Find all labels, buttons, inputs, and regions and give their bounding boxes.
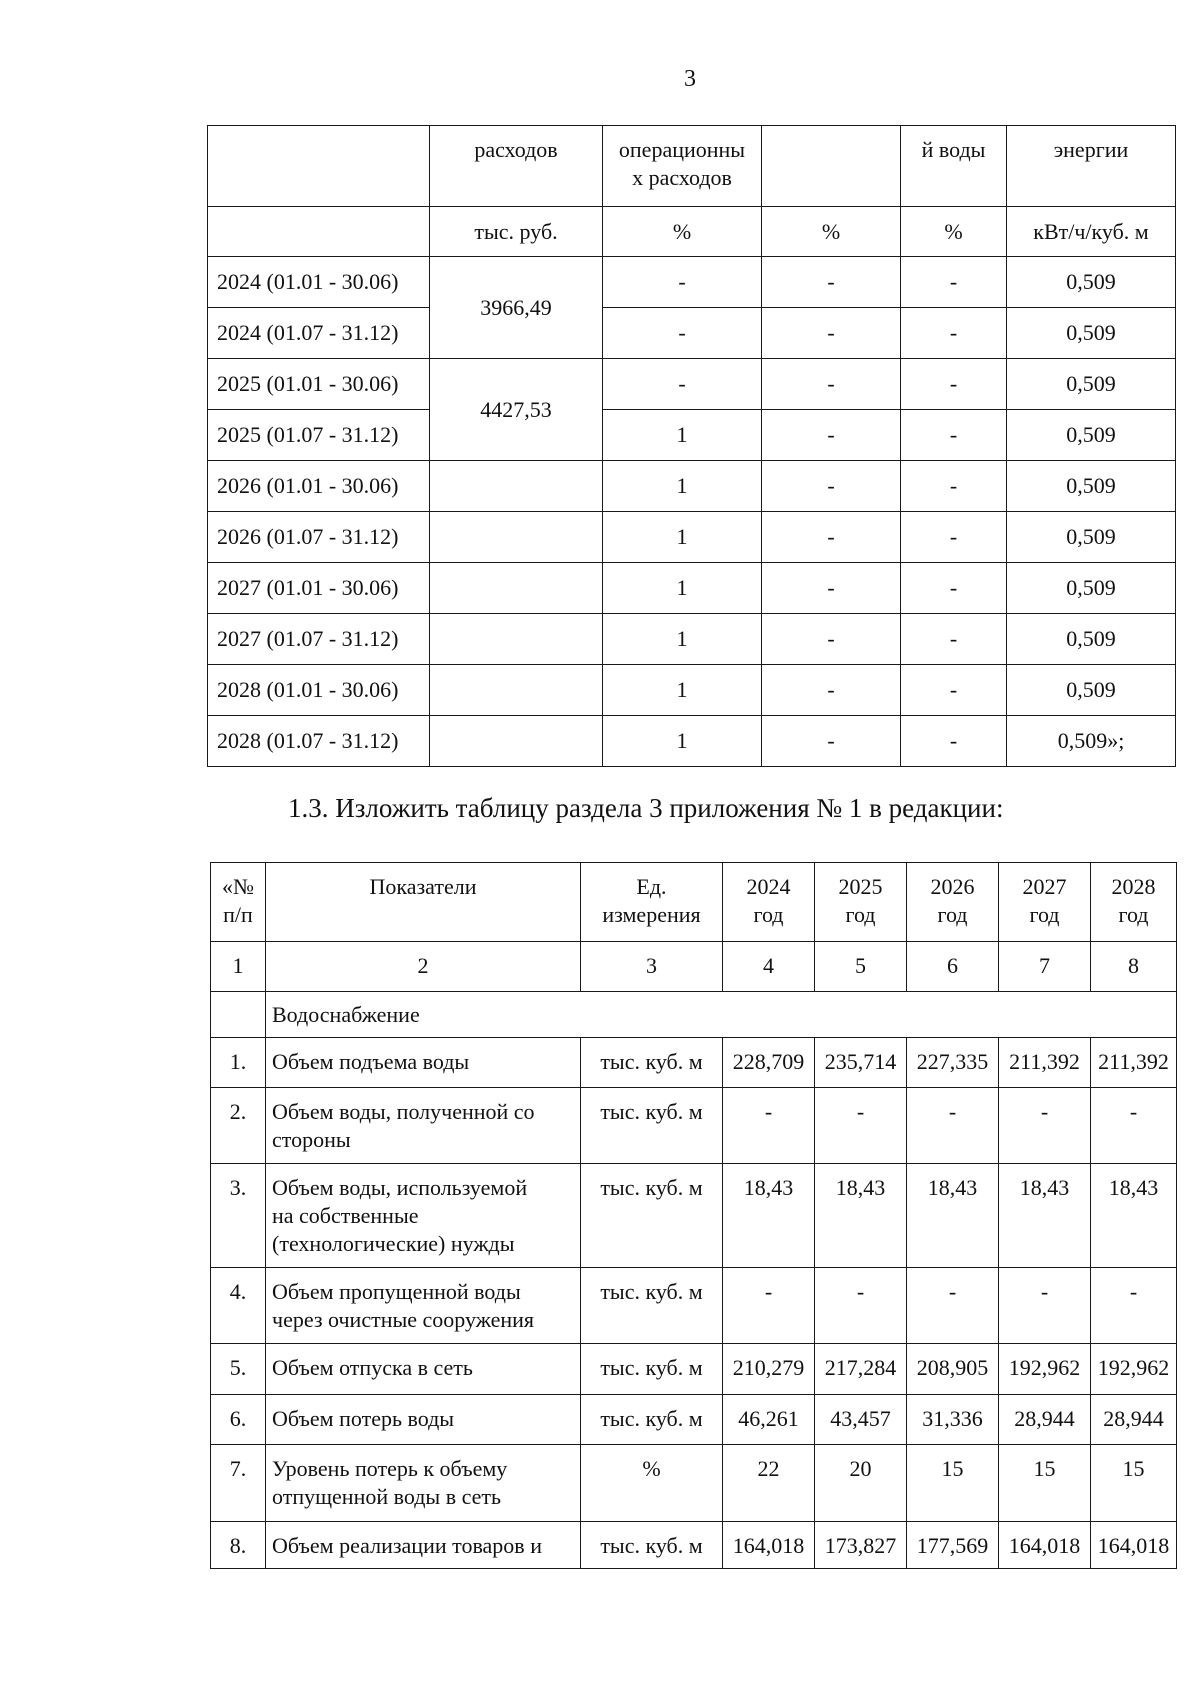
year-value-cell: -: [999, 1088, 1091, 1164]
row-number-cell: 1.: [211, 1038, 266, 1088]
value-cell: -: [762, 716, 901, 767]
value-cell: -: [762, 461, 901, 512]
year-value-cell: 211,392: [1091, 1038, 1177, 1088]
table-row: [211, 1038, 1177, 1088]
unit-cell: тыс. куб. м: [581, 1395, 723, 1445]
year-value-cell: 177,569: [907, 1522, 999, 1569]
table2-header-cell: 2027 год: [999, 863, 1091, 942]
year-value-cell: 164,018: [723, 1522, 815, 1569]
year-value-cell: -: [815, 1268, 907, 1344]
table-row: [211, 1268, 1177, 1344]
value-cell: -: [901, 512, 1007, 563]
year-value-cell: 43,457: [815, 1395, 907, 1445]
column-number-cell: 4: [723, 942, 815, 992]
row-number-cell: 6.: [211, 1395, 266, 1445]
period-cell: 2028 (01.07 - 31.12): [208, 716, 430, 767]
value-cell: 1: [603, 614, 762, 665]
table-row: [208, 614, 1176, 665]
column-number-cell: 7: [999, 942, 1091, 992]
value-cell: -: [901, 359, 1007, 410]
value-cell: -: [901, 665, 1007, 716]
expenses-merged-cell: 3966,49: [430, 257, 603, 359]
value-cell: [430, 665, 603, 716]
year-value-cell: 235,714: [815, 1038, 907, 1088]
indicator-name-cell: Объем отпуска в сеть: [266, 1344, 581, 1395]
instruction-heading: 1.3. Изложить таблицу раздела 3 приложения № 1 в редакции:: [288, 793, 1004, 823]
unit-cell: тыс. куб. м: [581, 1268, 723, 1344]
period-cell: 2027 (01.07 - 31.12): [208, 614, 430, 665]
table1-header-cell: энергии: [1007, 126, 1176, 207]
table-row: [208, 665, 1176, 716]
table1-unit-cell: %: [603, 207, 762, 257]
table2-header-row: [211, 863, 1177, 942]
year-value-cell: 210,279: [723, 1344, 815, 1395]
table2-header-cell: Показатели: [266, 863, 581, 942]
row-number-cell: 3.: [211, 1164, 266, 1268]
value-cell: 0,509: [1007, 461, 1176, 512]
table-row: [208, 563, 1176, 614]
year-value-cell: 217,284: [815, 1344, 907, 1395]
table-row: [211, 1522, 1177, 1569]
value-cell: 1: [603, 563, 762, 614]
column-number-cell: 5: [815, 942, 907, 992]
value-cell: -: [901, 308, 1007, 359]
section-row: [211, 992, 1177, 1038]
table1-unit-cell: кВт/ч/куб. м: [1007, 207, 1176, 257]
table-row: [208, 308, 1176, 359]
unit-cell: тыс. куб. м: [581, 1088, 723, 1164]
period-cell: 2024 (01.01 - 30.06): [208, 257, 430, 308]
year-value-cell: 31,336: [907, 1395, 999, 1445]
tariff-parameters-table: [207, 125, 1176, 767]
year-value-cell: 18,43: [1091, 1164, 1177, 1268]
indicator-name-cell: Уровень потерь к объему отпущенной воды в сеть: [266, 1445, 581, 1522]
indicator-name-cell: Объем потерь воды: [266, 1395, 581, 1445]
section-title: Водоснабжение: [266, 992, 1177, 1038]
value-cell: -: [901, 461, 1007, 512]
table2-header-cell: 2025 год: [815, 863, 907, 942]
value-cell: 1: [603, 461, 762, 512]
year-value-cell: 15: [1091, 1445, 1177, 1522]
column-number-cell: 1: [211, 942, 266, 992]
year-value-cell: 28,944: [1091, 1395, 1177, 1445]
empty-cell: [211, 992, 266, 1038]
value-cell: -: [762, 308, 901, 359]
table1-unit-cell: тыс. руб.: [430, 207, 603, 257]
period-cell: 2028 (01.01 - 30.06): [208, 665, 430, 716]
unit-cell: тыс. куб. м: [581, 1038, 723, 1088]
value-cell: -: [603, 257, 762, 308]
table1-header-cell: [208, 126, 430, 207]
indicator-name-cell: Объем реализации товаров и: [266, 1522, 581, 1569]
value-cell: -: [901, 614, 1007, 665]
value-cell: 1: [603, 716, 762, 767]
value-cell: 1: [603, 410, 762, 461]
year-value-cell: 15: [907, 1445, 999, 1522]
value-cell: 0,509: [1007, 665, 1176, 716]
value-cell: 0,509: [1007, 410, 1176, 461]
table-row: [208, 461, 1176, 512]
year-value-cell: -: [723, 1088, 815, 1164]
value-cell: [430, 614, 603, 665]
column-number-cell: 6: [907, 942, 999, 992]
year-value-cell: 211,392: [999, 1038, 1091, 1088]
table1-header-cell: [762, 126, 901, 207]
table-row: [208, 257, 1176, 308]
value-cell: 1: [603, 665, 762, 716]
year-value-cell: 208,905: [907, 1344, 999, 1395]
table-row: [208, 410, 1176, 461]
table1-header-cell: операционны х расходов: [603, 126, 762, 207]
value-cell: -: [901, 257, 1007, 308]
year-value-cell: -: [999, 1268, 1091, 1344]
value-cell: [430, 563, 603, 614]
table2-header-cell: 2024 год: [723, 863, 815, 942]
table-row: [208, 512, 1176, 563]
table1-unit-cell: %: [762, 207, 901, 257]
year-value-cell: 22: [723, 1445, 815, 1522]
expenses-merged-cell: 4427,53: [430, 359, 603, 461]
unit-cell: %: [581, 1445, 723, 1522]
period-cell: 2027 (01.01 - 30.06): [208, 563, 430, 614]
indicator-name-cell: Объем подъема воды: [266, 1038, 581, 1088]
year-value-cell: 18,43: [815, 1164, 907, 1268]
table-row: [211, 1088, 1177, 1164]
column-number-cell: 3: [581, 942, 723, 992]
unit-cell: тыс. куб. м: [581, 1164, 723, 1268]
table2-header-cell: 2028 год: [1091, 863, 1177, 942]
year-value-cell: -: [907, 1268, 999, 1344]
table-row: [211, 1395, 1177, 1445]
year-value-cell: 164,018: [1091, 1522, 1177, 1569]
unit-cell: тыс. куб. м: [581, 1344, 723, 1395]
value-cell: -: [762, 563, 901, 614]
year-value-cell: 18,43: [907, 1164, 999, 1268]
table1-unit-cell: %: [901, 207, 1007, 257]
unit-cell: тыс. куб. м: [581, 1522, 723, 1569]
indicator-name-cell: Объем воды, полученной со стороны: [266, 1088, 581, 1164]
table1-header-row: [208, 126, 1176, 207]
period-cell: 2026 (01.01 - 30.06): [208, 461, 430, 512]
table1-units-row: [208, 207, 1176, 257]
value-cell: -: [901, 563, 1007, 614]
year-value-cell: 18,43: [999, 1164, 1091, 1268]
value-cell: 0,509: [1007, 359, 1176, 410]
value-cell: 0,509»;: [1007, 716, 1176, 767]
year-value-cell: 20: [815, 1445, 907, 1522]
table1-unit-cell: [208, 207, 430, 257]
table-row: [208, 716, 1176, 767]
table-row: [208, 359, 1176, 410]
row-number-cell: 5.: [211, 1344, 266, 1395]
year-value-cell: 164,018: [999, 1522, 1091, 1569]
value-cell: [430, 716, 603, 767]
year-value-cell: -: [815, 1088, 907, 1164]
value-cell: 1: [603, 512, 762, 563]
year-value-cell: -: [723, 1268, 815, 1344]
table2-header-cell: «№ п/п: [211, 863, 266, 942]
row-number-cell: 7.: [211, 1445, 266, 1522]
period-cell: 2025 (01.07 - 31.12): [208, 410, 430, 461]
row-number-cell: 8.: [211, 1522, 266, 1569]
table1-header-cell: расходов: [430, 126, 603, 207]
value-cell: 0,509: [1007, 512, 1176, 563]
table-row: [211, 1164, 1177, 1268]
water-supply-indicators-table: [210, 862, 1177, 1569]
value-cell: [430, 512, 603, 563]
value-cell: -: [762, 512, 901, 563]
period-cell: 2024 (01.07 - 31.12): [208, 308, 430, 359]
year-value-cell: -: [907, 1088, 999, 1164]
value-cell: -: [901, 410, 1007, 461]
table-row: [211, 1344, 1177, 1395]
value-cell: -: [762, 359, 901, 410]
year-value-cell: 192,962: [999, 1344, 1091, 1395]
year-value-cell: 227,335: [907, 1038, 999, 1088]
value-cell: -: [762, 614, 901, 665]
page-number: 3: [684, 66, 696, 92]
row-number-cell: 4.: [211, 1268, 266, 1344]
period-cell: 2025 (01.01 - 30.06): [208, 359, 430, 410]
year-value-cell: 18,43: [723, 1164, 815, 1268]
value-cell: 0,509: [1007, 563, 1176, 614]
table2-column-numbers-row: [211, 942, 1177, 992]
year-value-cell: 192,962: [1091, 1344, 1177, 1395]
value-cell: -: [603, 359, 762, 410]
value-cell: -: [762, 665, 901, 716]
value-cell: -: [762, 257, 901, 308]
value-cell: -: [901, 716, 1007, 767]
value-cell: 0,509: [1007, 257, 1176, 308]
year-value-cell: 28,944: [999, 1395, 1091, 1445]
indicator-name-cell: Объем воды, используемой на собственные (технологические) нужды: [266, 1164, 581, 1268]
table2-header-cell: Ед. измерения: [581, 863, 723, 942]
row-number-cell: 2.: [211, 1088, 266, 1164]
year-value-cell: 15: [999, 1445, 1091, 1522]
column-number-cell: 8: [1091, 942, 1177, 992]
year-value-cell: -: [1091, 1268, 1177, 1344]
period-cell: 2026 (01.07 - 31.12): [208, 512, 430, 563]
value-cell: [430, 461, 603, 512]
table1-header-cell: й воды: [901, 126, 1007, 207]
value-cell: 0,509: [1007, 308, 1176, 359]
year-value-cell: 228,709: [723, 1038, 815, 1088]
table2-header-cell: 2026 год: [907, 863, 999, 942]
year-value-cell: -: [1091, 1088, 1177, 1164]
column-number-cell: 2: [266, 942, 581, 992]
year-value-cell: 173,827: [815, 1522, 907, 1569]
indicator-name-cell: Объем пропущенной воды через очистные сооружения: [266, 1268, 581, 1344]
year-value-cell: 46,261: [723, 1395, 815, 1445]
table-row: [211, 1445, 1177, 1522]
value-cell: 0,509: [1007, 614, 1176, 665]
value-cell: -: [762, 410, 901, 461]
value-cell: -: [603, 308, 762, 359]
